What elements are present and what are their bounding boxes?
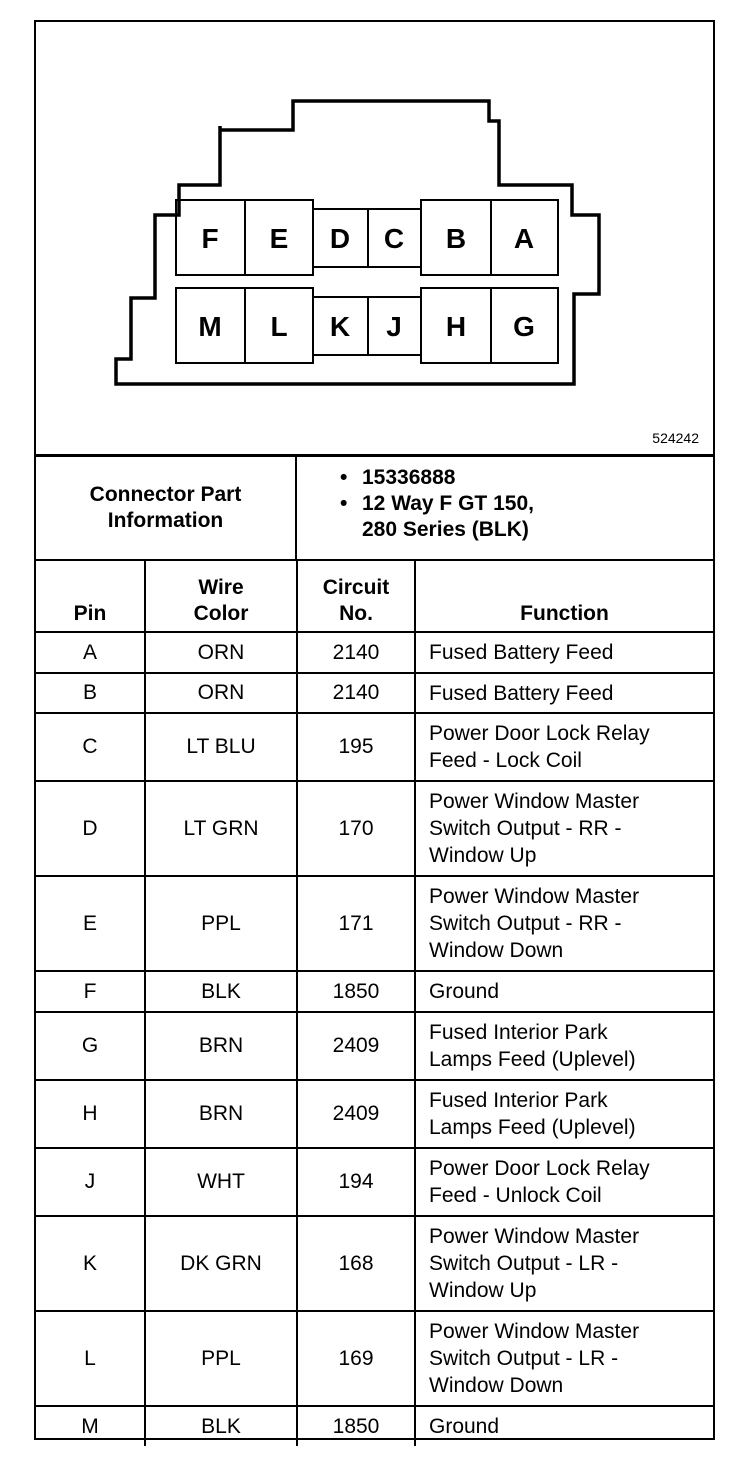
figure-code: 524242 (652, 430, 699, 446)
pin-label-C: C (383, 223, 405, 254)
pin-label-F: F (201, 223, 219, 254)
pin-label-A: A (513, 223, 535, 254)
wire-color-cell: BLK (145, 971, 297, 1012)
pin-cell: J (36, 1148, 145, 1216)
connector-face-drawing (36, 22, 713, 456)
pin-cell: H (36, 1080, 145, 1148)
pin-label-K: K (329, 311, 351, 342)
header-circuit-no: Circuit No. (297, 561, 415, 632)
wire-color-cell: PPL (145, 876, 297, 971)
connector-description: 12 Way F GT 150, 280 Series (BLK) (362, 492, 534, 541)
pin-cell: K (36, 1216, 145, 1311)
part-number: 15336888 (362, 466, 456, 489)
document-frame (34, 20, 715, 1440)
function-cell: Ground (415, 1406, 713, 1446)
function-cell: Power Door Lock Relay Feed - Lock Coil (415, 713, 713, 781)
pin-label-M: M (198, 311, 222, 342)
function-cell: Power Window Master Switch Output - LR - Window Up (415, 1216, 713, 1311)
table-header-row (36, 561, 713, 632)
bullet: • (340, 466, 348, 489)
function-cell: Power Door Lock Relay Feed - Unlock Coil (415, 1148, 713, 1216)
circuit-cell: 1850 (297, 1406, 415, 1446)
wire-color-cell: ORN (145, 632, 297, 673)
pin-cell: B (36, 673, 145, 713)
function-cell: Fused Battery Feed (415, 673, 713, 713)
header-pin: Pin (36, 561, 145, 632)
pin-label-D: D (329, 223, 351, 254)
wire-color-cell: PPL (145, 1311, 297, 1406)
table-row (36, 1406, 713, 1446)
function-cell: Fused Battery Feed (415, 632, 713, 673)
pin-label-G: G (513, 311, 535, 342)
circuit-cell: 2140 (297, 673, 415, 713)
function-cell: Power Window Master Switch Output - LR - Window Down (415, 1311, 713, 1406)
header-function: Function (415, 561, 713, 632)
circuit-cell: 2409 (297, 1012, 415, 1080)
pin-cell: M (36, 1406, 145, 1446)
header-wire-color: Wire Color (145, 561, 297, 632)
circuit-cell: 2140 (297, 632, 415, 673)
bullet: • (340, 492, 348, 515)
wire-color-cell: WHT (145, 1148, 297, 1216)
circuit-cell: 170 (297, 781, 415, 876)
table-row (36, 1148, 713, 1216)
connector-part-info (36, 457, 713, 561)
table-row (36, 1216, 713, 1311)
pin-cell: G (36, 1012, 145, 1080)
function-cell: Power Window Master Switch Output - RR - Window Down (415, 876, 713, 971)
table-row (36, 781, 713, 876)
circuit-cell: 195 (297, 713, 415, 781)
circuit-cell: 1850 (297, 971, 415, 1012)
circuit-cell: 2409 (297, 1080, 415, 1148)
wire-color-cell: BRN (145, 1012, 297, 1080)
pin-cell: C (36, 713, 145, 781)
wire-color-cell: DK GRN (145, 1216, 297, 1311)
pin-table (36, 561, 713, 1446)
table-row (36, 876, 713, 971)
table-row (36, 1012, 713, 1080)
pin-cell: A (36, 632, 145, 673)
table-row (36, 1311, 713, 1406)
pin-label-B: B (445, 223, 467, 254)
function-cell: Power Window Master Switch Output - RR - Window Up (415, 781, 713, 876)
circuit-cell: 171 (297, 876, 415, 971)
table-row (36, 713, 713, 781)
pin-cell: E (36, 876, 145, 971)
function-cell: Ground (415, 971, 713, 1012)
pin-label-E: E (269, 223, 289, 254)
pin-cell: D (36, 781, 145, 876)
wire-color-cell: LT GRN (145, 781, 297, 876)
wire-color-cell: ORN (145, 673, 297, 713)
pin-cavities (176, 200, 558, 363)
wire-color-cell: LT BLU (145, 713, 297, 781)
part-info-label: Connector Part Information (36, 457, 297, 559)
pin-cell: L (36, 1311, 145, 1406)
wire-color-cell: BRN (145, 1080, 297, 1148)
function-cell: Fused Interior Park Lamps Feed (Uplevel) (415, 1012, 713, 1080)
function-cell: Fused Interior Park Lamps Feed (Uplevel) (415, 1080, 713, 1148)
table-row (36, 632, 713, 673)
pin-label-H: H (445, 311, 467, 342)
table-row (36, 1080, 713, 1148)
circuit-cell: 169 (297, 1311, 415, 1406)
pin-label-L: L (270, 311, 288, 342)
part-info-values (340, 465, 534, 543)
table-row (36, 971, 713, 1012)
wire-color-cell: BLK (145, 1406, 297, 1446)
circuit-cell: 194 (297, 1148, 415, 1216)
pin-cell: F (36, 971, 145, 1012)
pin-label-J: J (386, 311, 402, 342)
circuit-cell: 168 (297, 1216, 415, 1311)
table-row (36, 673, 713, 713)
pin-rows (36, 632, 713, 1446)
part-number-item (340, 465, 534, 491)
connector-diagram (36, 22, 713, 456)
connector-description-item (340, 491, 534, 543)
